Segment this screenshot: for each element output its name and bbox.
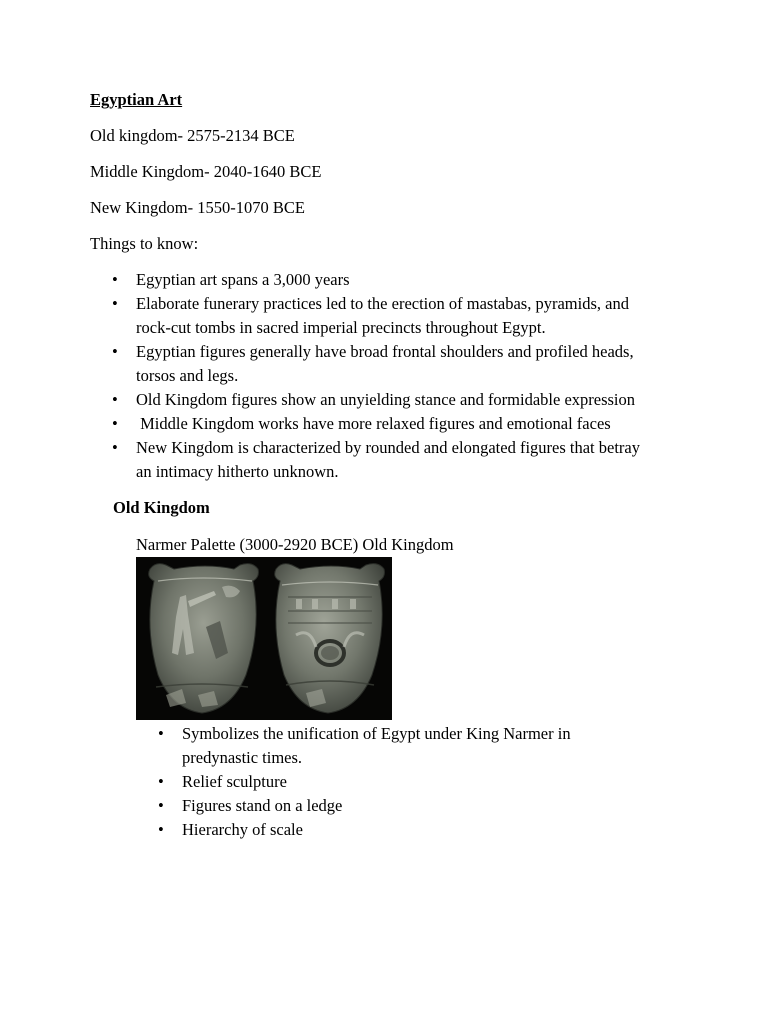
list-item [90, 436, 690, 484]
list-item [90, 340, 690, 388]
narmer-palette-photo [136, 557, 392, 720]
list-item-line: rock-cut tombs in sacred imperial precincts throughout Egypt. [136, 318, 546, 337]
list-item-line: • New Kingdom is characterized by rounded and elongated figures that betray [136, 438, 640, 457]
figure-caption: Narmer Palette (3000-2920 BCE) Old Kingdom [136, 535, 454, 554]
list-item [136, 794, 656, 818]
list-item-line: • Egyptian figures generally have broad frontal shoulders and profiled heads, [136, 342, 634, 361]
list-item-line: • Elaborate funerary practices led to the erection of mastabas, pyramids, and [136, 294, 629, 313]
narmer-palette-image [136, 557, 392, 720]
list-item [136, 818, 656, 842]
list-item [90, 292, 690, 340]
list-item [136, 770, 656, 794]
list-item-line: • Middle Kingdom works have more relaxed figures and emotional faces [136, 414, 611, 433]
list-item-line: • Old Kingdom figures show an unyielding stance and formidable expression [136, 390, 636, 409]
page-title: Egyptian Art [90, 90, 183, 109]
section-heading-old-kingdom: Old Kingdom [113, 498, 210, 517]
list-item [90, 388, 690, 412]
period-old-kingdom: Old kingdom- 2575-2134 BCE [90, 126, 295, 145]
list-item [90, 412, 690, 436]
period-middle-kingdom: Middle Kingdom- 2040-1640 BCE [90, 162, 322, 181]
list-item-line: • Hierarchy of scale [182, 820, 303, 839]
list-item [136, 722, 656, 770]
things-to-know-list [90, 268, 690, 484]
list-item-line: • Relief sculpture [182, 772, 287, 791]
list-item-line: torsos and legs. [136, 366, 239, 385]
things-to-know-heading: Things to know: [90, 234, 199, 253]
list-item-line: • Egyptian art spans a 3,000 years [136, 270, 350, 289]
list-item-line: predynastic times. [182, 748, 303, 767]
narmer-palette-notes [136, 722, 656, 842]
list-item [90, 268, 690, 292]
period-new-kingdom: New Kingdom- 1550-1070 BCE [90, 198, 305, 217]
list-item-line: • Figures stand on a ledge [182, 796, 343, 815]
list-item-line: • Symbolizes the unification of Egypt under King Narmer in [182, 724, 571, 743]
list-item-line: an intimacy hitherto unknown. [136, 462, 339, 481]
